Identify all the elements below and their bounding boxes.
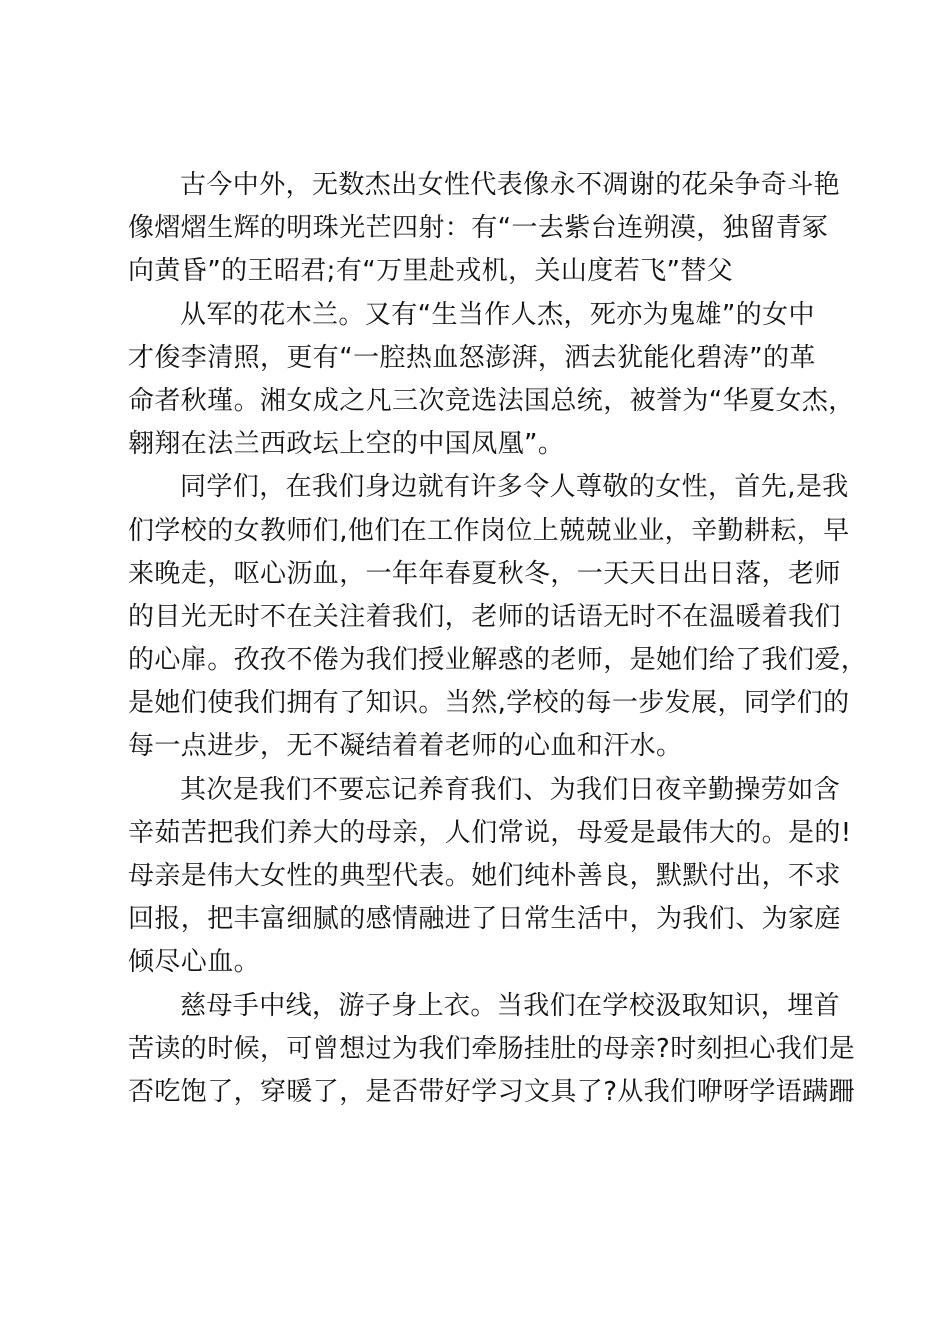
text-line: 苦读的时候，可曾想过为我们牵肠挂肚的母亲?时刻担心我们是: [128, 1033, 856, 1064]
text-line: 古今中外，无数杰出女性代表像永不凋谢的花朵争奇斗艳: [180, 170, 841, 200]
text-line: 其次是我们不要忘记养育我们、为我们日夜辛勤操劳如含: [180, 774, 841, 805]
body-text: [128, 164, 868, 1114]
text-line: 来晚走，呕心沥血，一年年春夏秋冬，一天天日出日落，老师: [128, 558, 841, 589]
text-line: 从军的花木兰。又有“生当作人杰，死亦为鬼雄”的女中: [180, 299, 815, 330]
text-line: 慈母手中线，游子身上衣。当我们在学校汲取知识，埋首: [180, 990, 841, 1021]
text-line: 每一点进步，无不凝结着着老师的心血和汗水。: [128, 731, 683, 762]
text-line: 像熠熠生辉的明珠光芒四射：有“一去紫台连朔漠，独留青冢: [128, 213, 829, 244]
text-line: 回报，把丰富细腻的感情融进了日常生活中，为我们、为家庭: [128, 904, 841, 935]
text-line: 们学校的女教师们,他们在工作岗位上兢兢业业，辛勤耕耘，早: [128, 515, 850, 546]
text-line: 的目光无时不在关注着我们，老师的话语无时不在温暖着我们: [128, 601, 841, 632]
text-line: 命者秋瑾。湘女成之凡三次竞选法国总统，被誉为“华夏女杰，: [128, 385, 855, 416]
text-line: 母亲是伟大女性的典型代表。她们纯朴善良，默默付出，不求: [128, 861, 841, 891]
text-line: 是她们使我们拥有了知识。当然,学校的每一步发展，同学们的: [128, 688, 850, 719]
text-line: 辛茹苦把我们养大的母亲，人们常说，母爱是最伟大的。是的!: [128, 817, 852, 848]
text-line: 才俊李清照，更有“一腔热血怒澎湃，洒去犹能化碧涛”的革: [128, 342, 816, 373]
text-line: 翱翔在法兰西政坛上空的中国凤凰”。: [128, 429, 565, 460]
text-line: 否吃饱了，穿暖了，是否带好学习文具了?从我们咿呀学语蹒跚: [128, 1076, 856, 1107]
text-line: 向黄昏”的王昭君;有“万里赴戎机，关山度若飞”替父: [128, 256, 734, 287]
text-line: 倾尽心血。: [128, 947, 261, 978]
text-line: 同学们，在我们身边就有许多令人尊敬的女性，首先,是我: [180, 472, 849, 503]
text-line: 的心扉。孜孜不倦为我们授业解惑的老师，是她们给了我们爱，: [128, 645, 868, 676]
